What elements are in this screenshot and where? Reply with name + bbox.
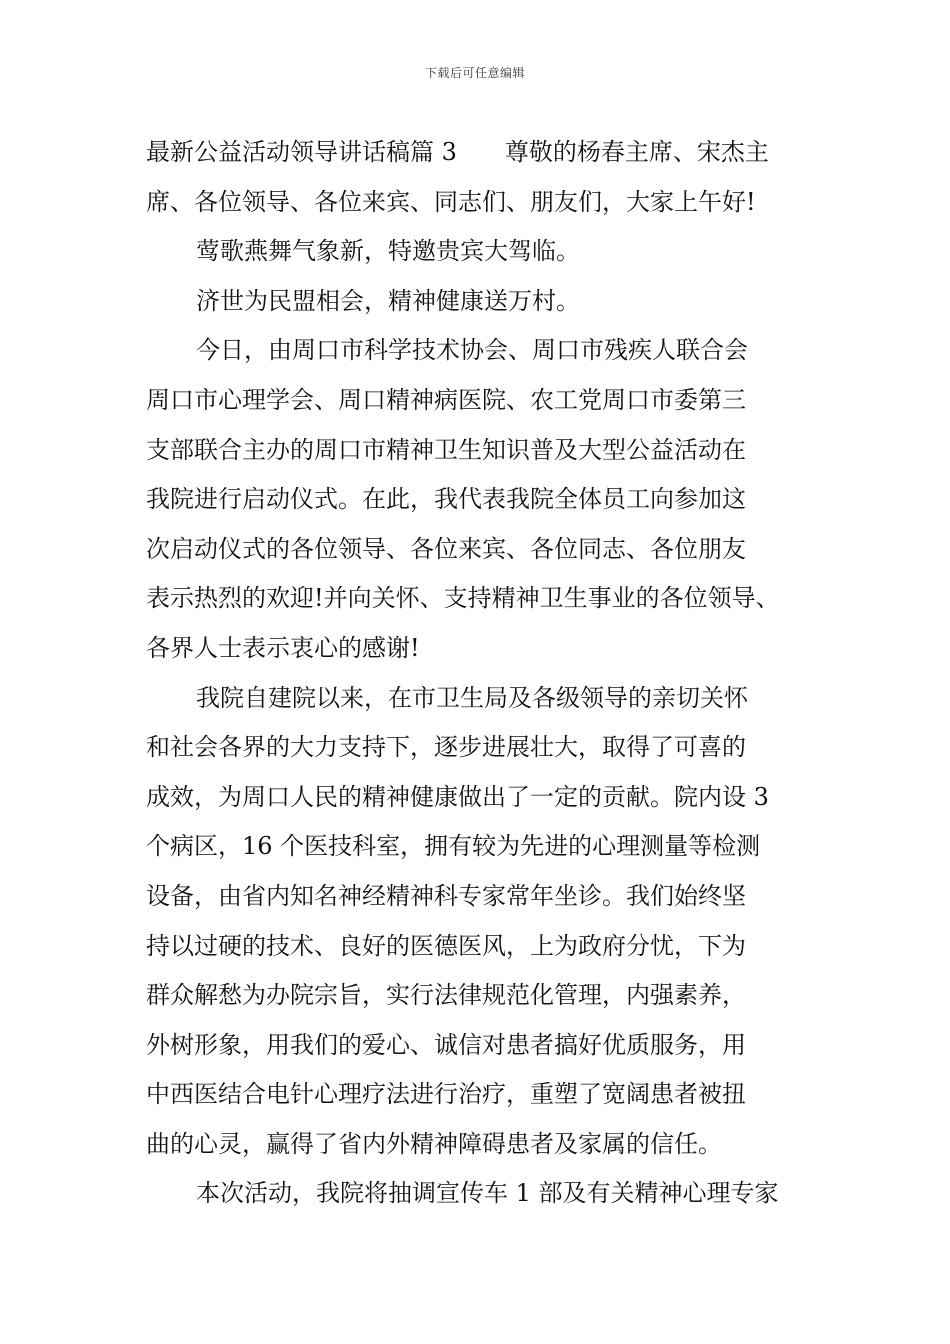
page-header: 下载后可任意编辑 — [424, 66, 525, 80]
text-line: 莺歌燕舞气象新，特邀贵宾大驾临。 — [196, 237, 580, 266]
text-line: 成效，为周口人民的精神健康做出了一定的贡献。院内设 3 — [146, 782, 769, 811]
text-line: 群众解愁为办院宗旨，实行法律规范化管理，内强素养， — [146, 981, 746, 1010]
text-line: 今日，由周口市科学技术协会、周口市残疾人联合会 — [196, 336, 748, 365]
text-line: 本次活动，我院将抽调宣传车 1 部及有关精神心理专家 — [196, 1179, 779, 1208]
text-line: 席、各位领导、各位来宾、同志们、朋友们，大家上午好! — [146, 187, 756, 216]
text-line: 次启动仪式的各位领导、各位来宾、各位同志、各位朋友 — [146, 534, 746, 563]
text-line: 设备，由省内知名神经精神科专家常年坐诊。我们始终坚 — [146, 881, 746, 910]
text-line: 表示热烈的欢迎!并向关怀、支持精神卫生事业的各位领导、 — [146, 584, 780, 613]
text-line: 持以过硬的技术、良好的医德医风，上为政府分忧，下为 — [146, 931, 746, 960]
text-line: 中西医结合电针心理疗法进行治疗，重塑了宽阔患者被扭 — [146, 1080, 746, 1109]
text-line: 周口市心理学会、周口精神病医院、农工党周口市委第三 — [146, 385, 746, 414]
text-line: 支部联合主办的周口市精神卫生知识普及大型公益活动在 — [146, 435, 746, 464]
text-line: 外树形象，用我们的爱心、诚信对患者搞好优质服务，用 — [146, 1030, 746, 1059]
text-line: 和社会各界的大力支持下，逐步进展壮大，取得了可喜的 — [146, 733, 746, 762]
document-body — [146, 128, 846, 1219]
text-line: 各界人士表示衷心的感谢! — [146, 633, 420, 662]
text-line: 个病区，16 个医技科室，拥有较为先进的心理测量等检测 — [146, 832, 761, 861]
text-line: 曲的心灵，赢得了省内外精神障碍患者及家属的信任。 — [146, 1129, 722, 1158]
text-line: 济世为民盟相会，精神健康送万村。 — [196, 286, 580, 315]
text-line: 我院进行启动仪式。在此，我代表我院全体员工向参加这 — [146, 485, 746, 514]
text-line: 最新公益活动领导讲话稿篇 3 尊敬的杨春主席、宋杰主 — [146, 138, 769, 166]
text-line: 我院自建院以来，在市卫生局及各级领导的亲切关怀 — [196, 683, 748, 712]
